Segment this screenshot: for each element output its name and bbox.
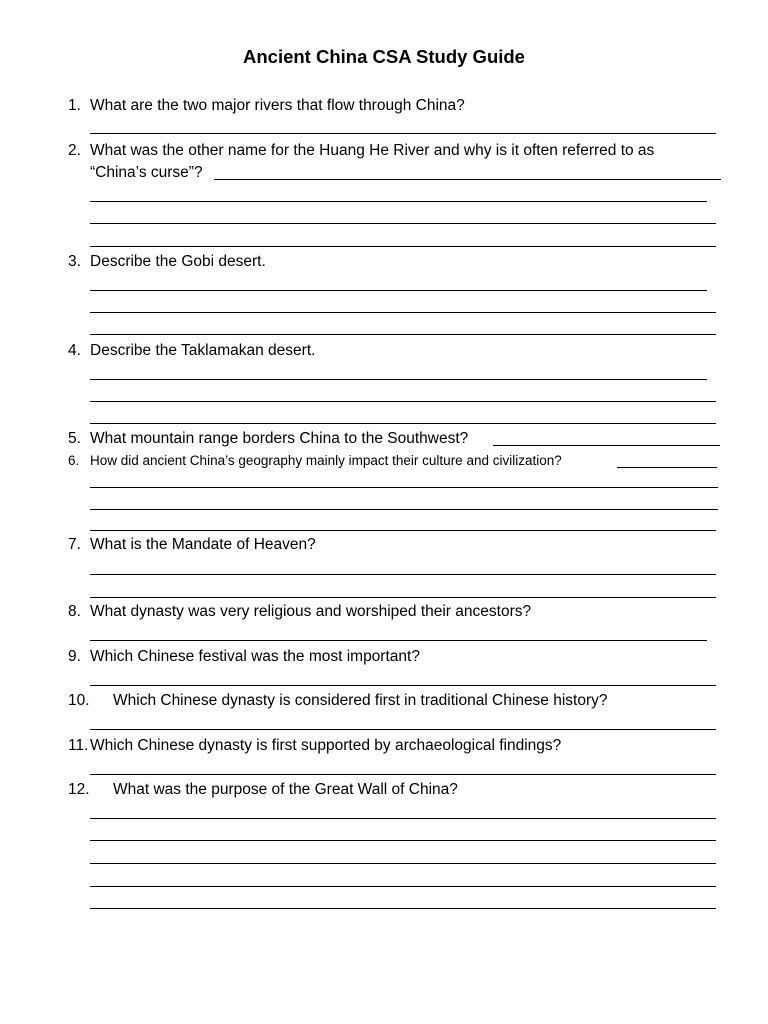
question-8-text: What dynasty was very religious and worshiped their ancestors? [90,603,532,620]
question-1-number: 1. [68,97,81,114]
answer-line-6[interactable] [90,530,716,531]
answer-line-9[interactable] [90,685,716,686]
answer-line-3[interactable] [90,312,716,313]
page-title: Ancient China CSA Study Guide [243,46,525,67]
answer-line-4[interactable] [90,379,707,380]
answer-line-2[interactable] [90,201,707,202]
question-2-text-continued: “China’s curse”? [90,164,203,181]
answer-line-6[interactable] [617,467,717,468]
question-10-number: 10. [68,692,90,709]
question-7-text: What is the Mandate of Heaven? [90,536,316,553]
question-3-number: 3. [68,253,81,270]
answer-line-2[interactable] [90,223,716,224]
answer-line-2[interactable] [90,246,716,247]
answer-line-7[interactable] [90,574,716,575]
answer-line-6[interactable] [90,487,718,488]
answer-line-12[interactable] [90,886,716,887]
answer-line-12[interactable] [90,863,716,864]
answer-line-12[interactable] [90,840,716,841]
question-4-number: 4. [68,342,81,359]
answer-line-8[interactable] [90,640,707,641]
answer-line-2[interactable] [214,179,721,180]
question-5-number: 5. [68,430,81,447]
question-9-text: Which Chinese festival was the most important? [90,648,420,665]
answer-line-12[interactable] [90,818,716,819]
question-2-text: What was the other name for the Huang He River and why is it often referred to as [90,142,655,159]
answer-line-3[interactable] [90,334,716,335]
answer-line-10[interactable] [90,729,716,730]
question-2-number: 2. [68,142,81,159]
question-10-text: Which Chinese dynasty is considered first in traditional Chinese history? [113,692,608,709]
question-6-number: 6. [68,453,80,468]
question-1-text: What are the two major rivers that flow through China? [90,97,465,114]
question-6-text: How did ancient China’s geography mainly impact their culture and civilization? [90,453,562,468]
question-4-text: Describe the Taklamakan desert. [90,342,316,359]
answer-line-6[interactable] [90,509,718,510]
question-9-number: 9. [68,648,81,665]
answer-line-11[interactable] [90,774,716,775]
question-11-number: 11. [68,737,89,754]
question-7-number: 7. [68,536,81,553]
question-12-text: What was the purpose of the Great Wall of China? [113,781,458,798]
answer-line-4[interactable] [90,423,716,424]
answer-line-1[interactable] [90,133,716,134]
answer-line-12[interactable] [90,908,716,909]
answer-line-4[interactable] [90,401,716,402]
question-11-text: Which Chinese dynasty is first supported by archaeological findings? [90,737,562,754]
answer-line-3[interactable] [90,290,707,291]
question-12-number: 12. [68,781,90,798]
question-3-text: Describe the Gobi desert. [90,253,266,270]
question-5-text: What mountain range borders China to the Southwest? [90,430,469,447]
question-8-number: 8. [68,603,81,620]
answer-line-7[interactable] [90,597,716,598]
answer-line-5[interactable] [493,445,720,446]
